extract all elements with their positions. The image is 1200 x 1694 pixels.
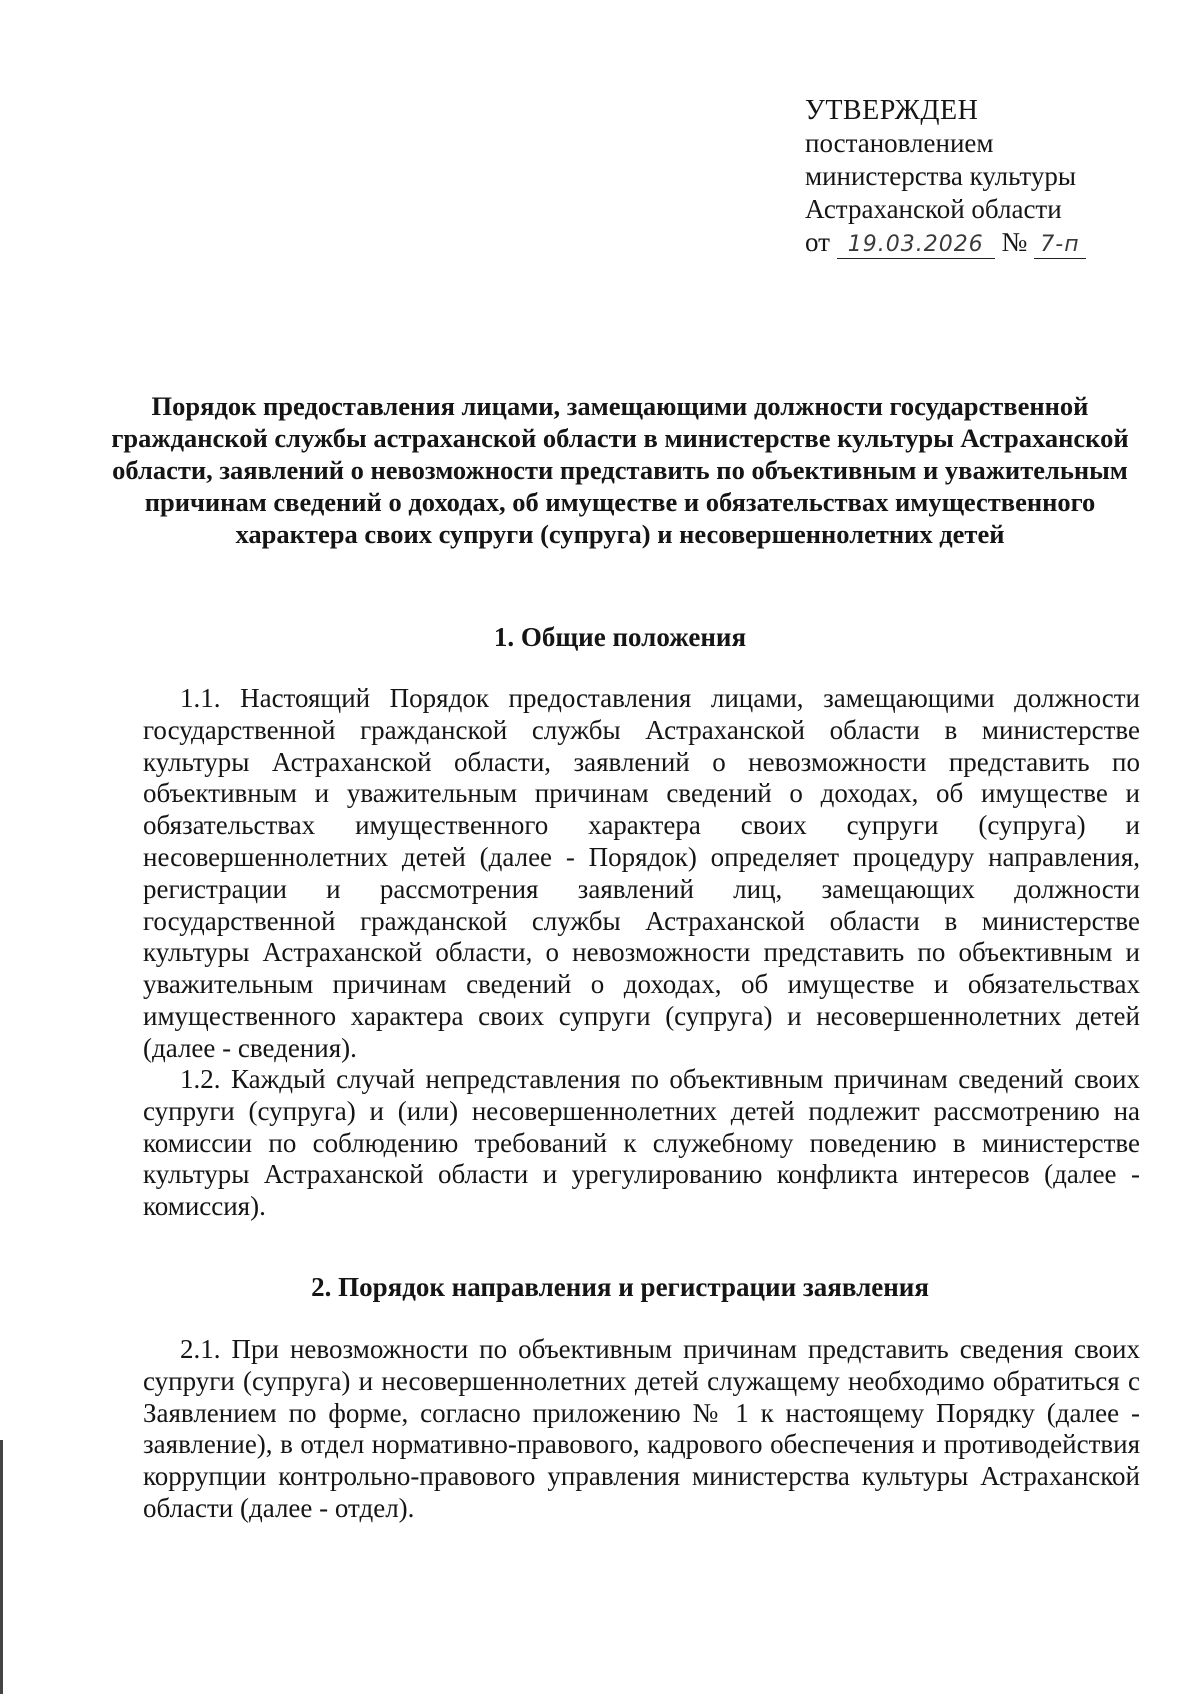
date-prefix: от — [805, 227, 830, 257]
approval-date-line — [805, 226, 1086, 259]
handwritten-date: 19.03.2026 — [837, 232, 995, 259]
document-title: Порядок предоставления лицами, замещающими должности государственной гражданской службы астраханской области в министерстве культуры Астраханской области, заявлений о невозможности представить по объективным и уважительным причинам сведений о доходах, об имуществе и обязательствах имущественного характера своих супруги (супруга) и несовершеннолетних детей — [111, 391, 1129, 549]
approval-line: министерства культуры — [805, 161, 1077, 191]
approval-line: Астраханской области — [805, 194, 1062, 224]
section-heading: 2. Порядок направления и регистрации заявления — [311, 1272, 929, 1302]
paragraph: 1.1. Настоящий Порядок предоставления лицами, замещающими должности государственной гражданской службы Астраханской области в министерстве культуры Астраханской области, заявлений о невозможности представить по объективным и уважительным причинам сведений о доходах, об имуществе и обязательствах имущественного характера своих супруги (супруга) и несовершеннолетних детей (далее - Порядок) определяет процедуру направления, регистрации и рассмотрения заявлений лиц, замещающих должности государственной гражданской службы Астраханской области в министерстве культуры Астраханской области, о невозможности представить по объективным и уважительным причинам сведений о доходах, об имуществе и обязательствах имущественного характера своих супруги (супруга) и несовершеннолетних детей (далее - сведения). — [143, 683, 1140, 1063]
scan-edge-shadow — [0, 1440, 3, 1694]
paragraph: 1.2. Каждый случай непредставления по объективным причинам сведений своих супруги (супруга) и (или) несовершеннолетних детей подлежит рассмотрению на комиссии по соблюдению требований к служебному поведению в министерстве культуры Астраханской области и урегулированию конфликта интересов (далее - комиссия). — [143, 1064, 1140, 1222]
approval-line: постановлением — [805, 128, 994, 158]
approval-stamp — [805, 94, 1086, 259]
paragraph: 2.1. При невозможности по объективным причинам представить сведения своих супруги (супруга) и несовершеннолетних детей служащему необходимо обратиться с Заявлением по форме, согласно приложению № 1 к настоящему Порядку (далее - заявление), в отдел нормативно-правового, кадрового обеспечения и противодействия коррупции контрольно-правового управления министерства культуры Астраханской области (далее - отдел). — [143, 1334, 1140, 1523]
handwritten-number: 7-п — [1034, 232, 1086, 259]
number-prefix: № — [1001, 227, 1028, 257]
section-heading: 1. Общие положения — [493, 622, 747, 652]
approved-label: УТВЕРЖДЕН — [805, 95, 979, 126]
